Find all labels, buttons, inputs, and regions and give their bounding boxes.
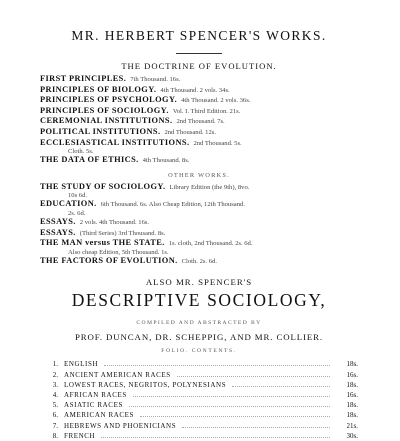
part-number: 1. — [52, 360, 58, 369]
section-title: THE DOCTRINE OF EVOLUTION. — [121, 61, 277, 71]
part-number: 8. — [52, 431, 58, 440]
list-item — [40, 228, 358, 239]
dot-leader — [182, 422, 330, 428]
entry-detail: 2 vols. 4th Thousand. 16s. — [79, 218, 150, 226]
part-price: 30s. — [346, 431, 358, 440]
other-works-list — [40, 182, 358, 267]
also-line: ALSO MR. SPENCER'S — [145, 277, 253, 288]
part-price: 18s. — [346, 360, 358, 369]
table-row — [44, 410, 358, 420]
compiled-line: COMPILED AND ABSTRACTED BY — [136, 320, 262, 327]
evolution-list — [40, 74, 358, 166]
entry-detail: Vol. I. Third Edition. 21s. — [172, 107, 241, 115]
dot-leader — [129, 401, 330, 407]
entry-title: ECCLESIASTICAL INSTITUTIONS. — [40, 137, 190, 147]
list-item — [40, 116, 358, 127]
entry-detail: 6th Thousand. 6s. Also Cheap Edition, 12th Thousand. — [100, 201, 245, 209]
entry-title: PRINCIPLES OF SOCIOLOGY. — [40, 105, 169, 115]
part-name: ASIATIC RACES — [64, 401, 123, 410]
dot-leader — [133, 391, 330, 397]
entry-title: PRINCIPLES OF PSYCHOLOGY. — [40, 95, 178, 105]
part-name: HEBREWS AND PHOENICIANS — [64, 421, 177, 430]
list-item — [40, 238, 358, 256]
part-price: 18s. — [346, 380, 358, 389]
part-number: 7. — [52, 421, 58, 430]
parts-heading: FOLIO. CONTENTS. — [161, 348, 237, 355]
entry-detail: 2nd Thousand. 12s. — [164, 128, 216, 136]
other-works-heading: OTHER WORKS. — [168, 171, 230, 179]
entry-detail: 2nd Thousand. 5s. — [193, 139, 242, 147]
list-item — [40, 95, 358, 106]
entry-detail: 1s. cloth, 2nd Thousand. 2s. 6d. — [168, 240, 253, 248]
part-name: ENGLISH — [64, 360, 99, 369]
list-item — [40, 256, 358, 267]
table-row — [44, 359, 358, 369]
part-number: 5. — [52, 401, 58, 410]
part-number: 3. — [52, 380, 58, 389]
part-price: 16s. — [346, 390, 358, 399]
part-name: ANCIENT AMERICAN RACES — [64, 370, 171, 379]
part-price: 18s. — [346, 401, 358, 410]
list-item — [40, 182, 358, 200]
entry-title: POLITICAL INSTITUTIONS. — [40, 126, 161, 136]
list-item — [40, 74, 358, 85]
part-number: 6. — [52, 411, 58, 420]
dot-leader — [101, 432, 330, 438]
part-price: 21s. — [346, 421, 358, 430]
table-row — [44, 421, 358, 431]
table-row — [44, 390, 358, 400]
entry-title: THE FACTORS OF EVOLUTION. — [40, 255, 178, 265]
table-row — [44, 370, 358, 380]
entry-detail: 4th Thousand. 2 vols. 34s. — [160, 86, 230, 94]
part-price: 16s. — [346, 370, 358, 379]
dot-leader — [104, 360, 330, 366]
entry-title: CEREMONIAL INSTITUTIONS. — [40, 116, 173, 126]
authors-line: PROF. DUNCAN, DR. SCHEPPIG, AND MR. COLLIER. — [74, 332, 324, 343]
list-item — [40, 85, 358, 96]
entry-title: ESSAYS. — [40, 216, 76, 226]
entry-continuation: Also cheap Edition, 5th Thousand. 1s. — [68, 248, 169, 256]
part-name: AFRICAN RACES — [64, 390, 127, 399]
entry-continuation: 2s. 6d. — [68, 209, 86, 217]
parts-list — [40, 359, 358, 441]
dot-leader — [177, 371, 330, 377]
entry-title: ESSAYS. — [40, 227, 76, 237]
entry-continuation: Cloth. 5s. — [68, 148, 94, 156]
entry-detail: 4th Thousand. 8s. — [142, 157, 190, 165]
entry-detail: Library Edition (the 9th), 8vo. — [169, 183, 250, 191]
entry-title: THE DATA OF ETHICS. — [40, 155, 139, 165]
entry-detail: Cloth. 2s. 6d. — [181, 257, 218, 265]
table-row — [44, 400, 358, 410]
part-number: 2. — [52, 370, 58, 379]
list-item — [40, 138, 358, 156]
part-name: LOWEST RACES, NEGRITOS, POLYNESIANS — [64, 380, 227, 389]
part-name: FRENCH — [64, 431, 96, 440]
table-row — [44, 380, 358, 390]
list-item — [40, 155, 358, 166]
title-rule — [176, 53, 222, 54]
part-price: 18s. — [346, 411, 358, 420]
list-item — [40, 127, 358, 138]
entry-title: PRINCIPLES OF BIOLOGY. — [40, 84, 157, 94]
entry-continuation: 10s 6d. — [68, 192, 88, 200]
list-item — [40, 217, 358, 228]
part-number: 4. — [52, 390, 58, 399]
dot-leader — [140, 411, 330, 417]
entry-title: EDUCATION. — [40, 199, 97, 209]
entry-title: FIRST PRINCIPLES. — [40, 74, 127, 83]
part-name: AMERICAN RACES — [64, 411, 135, 420]
dot-leader — [232, 381, 330, 387]
entry-detail: (Third Series) 3rd Thousand. 8s. — [79, 229, 166, 237]
list-item — [40, 199, 358, 217]
entry-title: THE STUDY OF SOCIOLOGY. — [40, 181, 166, 191]
entry-detail: 4th Thousand. 2 vols. 36s. — [181, 97, 251, 105]
page-title: MR. HERBERT SPENCER'S WORKS. — [71, 28, 327, 43]
list-item — [40, 106, 358, 117]
entry-detail: 7th Thousand. 16s. — [130, 76, 181, 83]
entry-detail: 2nd Thousand. 7s. — [176, 118, 225, 126]
descriptive-sociology-title: DESCRIPTIVE SOCIOLOGY, — [71, 290, 327, 311]
table-row — [44, 431, 358, 441]
entry-title: THE MAN versus THE STATE. — [40, 238, 165, 248]
